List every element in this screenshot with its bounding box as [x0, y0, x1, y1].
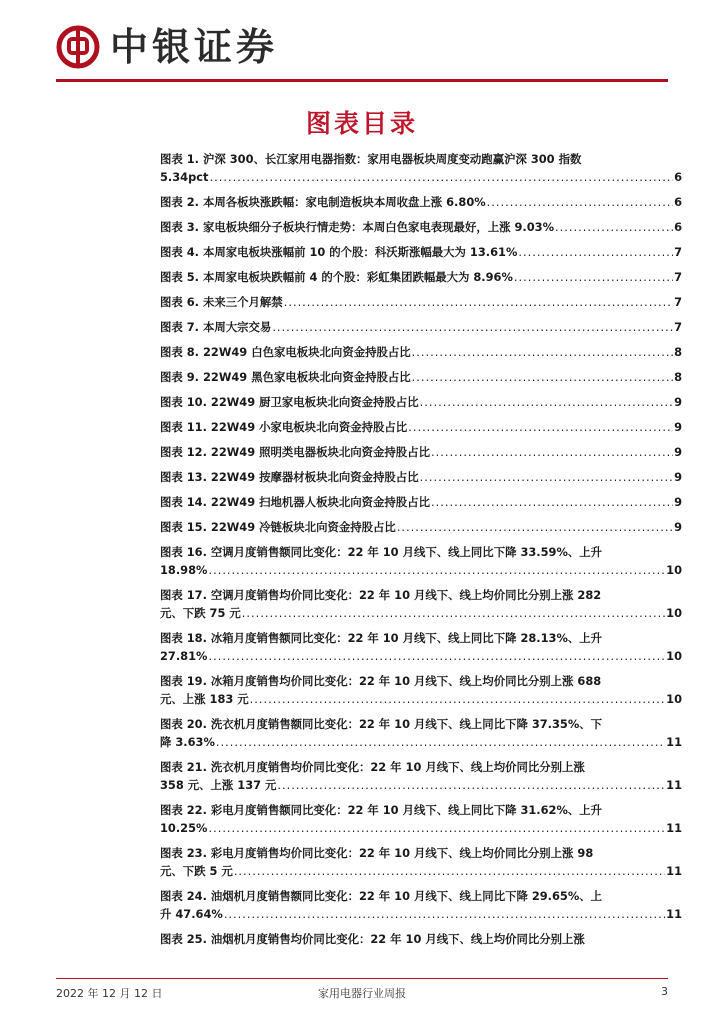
toc-page-number: 10	[666, 606, 682, 620]
toc-page-number: 7	[674, 245, 682, 259]
toc-page-number: 9	[674, 445, 682, 459]
toc-entry[interactable]	[160, 887, 682, 923]
toc-leader-dots	[234, 862, 665, 880]
toc-leader-dots	[431, 493, 673, 511]
toc-entry-text: 元、下跌 5 元	[160, 864, 233, 878]
toc-leader-dots	[242, 604, 665, 622]
toc-entry-text: 18.98%	[160, 563, 208, 577]
toc-entry[interactable]	[160, 393, 682, 411]
toc-leader-dots	[420, 393, 673, 411]
toc-page-number: 9	[674, 395, 682, 409]
toc-leader-dots	[250, 690, 665, 708]
toc-entry-text: 图表 18. 冰箱月度销售额同比变化：22 年 10 月线下、线上同比下降 28.13%、上升	[160, 631, 603, 645]
toc-entry-text: 图表 16. 空调月度销售额同比变化：22 年 10 月线下、线上同比下降 33.59%、上升	[160, 545, 603, 559]
toc-entry-text: 图表 13. 22W49 按摩器材板块北向资金持股占比	[160, 470, 419, 484]
toc-leader-dots	[272, 318, 673, 336]
toc-entry-text: 图表 24. 油烟机月度销售额同比变化：22 年 10 月线下、线上同比下降 29.65%、上	[160, 889, 603, 903]
toc-leader-dots	[216, 733, 665, 751]
toc-entry[interactable]	[160, 243, 682, 261]
toc-entry[interactable]	[160, 629, 682, 665]
toc-leader-dots	[224, 905, 665, 923]
toc-entry[interactable]	[160, 468, 682, 486]
toc-page-number: 11	[666, 864, 682, 878]
toc-leader-dots	[397, 518, 673, 536]
toc-leader-dots	[420, 468, 673, 486]
toc-entry[interactable]	[160, 844, 682, 880]
toc-page-number: 11	[666, 735, 682, 749]
toc-leader-dots	[208, 819, 665, 837]
footer-report-type: 家用电器行业周报	[318, 987, 406, 1000]
toc-entry-text: 图表 8. 22W49 白色家电板块北向资金持股占比	[160, 345, 411, 359]
page-title: 图表目录	[305, 109, 418, 138]
toc-entry[interactable]	[160, 318, 682, 336]
toc-page-number: 10	[666, 563, 682, 577]
page-footer	[56, 985, 668, 1001]
footer-page-number: 3	[661, 985, 668, 998]
toc-page-number: 9	[674, 495, 682, 509]
toc-entry-text: 图表 23. 彩电月度销售均价同比变化：22 年 10 月线下、线上均价同比分别上涨 98	[160, 846, 594, 860]
toc-leader-dots	[412, 343, 673, 361]
toc-entry-text: 358 元、上涨 137 元	[160, 778, 277, 792]
toc-entry-text: 图表 9. 22W49 黑色家电板块北向资金持股占比	[160, 370, 411, 384]
toc-entry-text: 元、上涨 183 元	[160, 692, 249, 706]
toc-leader-dots	[431, 443, 673, 461]
toc-entry[interactable]	[160, 543, 682, 579]
toc-entry-text: 图表 2. 本周各板块涨跌幅：家电制造板块本周收盘上涨 6.80%	[160, 195, 486, 209]
toc-entry-text: 图表 12. 22W49 照明类电器板块北向资金持股占比	[160, 445, 430, 459]
toc-entry-text: 5.34pct	[160, 170, 209, 184]
footer-divider	[56, 978, 668, 979]
toc-leader-dots	[555, 218, 673, 236]
toc-entry-text: 升 47.64%	[160, 907, 223, 921]
toc-entry-text: 图表 15. 22W49 冷链板块北向资金持股占比	[160, 520, 396, 534]
toc-entry-text: 图表 11. 22W49 小家电板块北向资金持股占比	[160, 420, 408, 434]
toc-leader-dots	[412, 368, 673, 386]
toc-page-number: 8	[674, 345, 682, 359]
toc-entry-text: 图表 17. 空调月度销售均价同比变化：22 年 10 月线下、线上均价同比分别上涨 282	[160, 588, 602, 602]
toc-entry-text: 图表 5. 本周家电板块跌幅前 4 的个股：彩虹集团跌幅最大为 8.96%	[160, 270, 513, 284]
toc-entry-text: 元、下跌 75 元	[160, 606, 241, 620]
toc-leader-dots	[277, 776, 665, 794]
toc-entry-text: 图表 20. 洗衣机月度销售额同比变化：22 年 10 月线下、线上同比下降 37.35%、下	[160, 717, 603, 731]
toc-entry[interactable]	[160, 150, 682, 186]
toc-entry[interactable]	[160, 293, 682, 311]
toc-entry[interactable]	[160, 715, 682, 751]
toc-entry-text: 降 3.63%	[160, 735, 215, 749]
toc-entry[interactable]	[160, 493, 682, 511]
toc-leader-dots	[518, 243, 673, 261]
toc-entry-text: 图表 21. 洗衣机月度销售均价同比变化：22 年 10 月线下、线上均价同比分别上涨	[160, 760, 585, 774]
toc-entry[interactable]	[160, 518, 682, 536]
toc-entry[interactable]	[160, 672, 682, 708]
toc-entry[interactable]	[160, 801, 682, 837]
figure-table-of-contents	[160, 150, 682, 955]
toc-page-number: 9	[674, 520, 682, 534]
toc-entry-text: 图表 14. 22W49 扫地机器人板块北向资金持股占比	[160, 495, 430, 509]
toc-entry[interactable]	[160, 930, 682, 948]
toc-page-number: 9	[674, 470, 682, 484]
toc-entry[interactable]	[160, 586, 682, 622]
toc-entry[interactable]	[160, 268, 682, 286]
toc-entry-text: 图表 19. 冰箱月度销售均价同比变化：22 年 10 月线下、线上均价同比分别上涨 688	[160, 674, 602, 688]
toc-entry-text: 图表 7. 本周大宗交易	[160, 320, 272, 334]
toc-entry-text: 图表 3. 家电板块细分子板块行情走势：本周白色家电表现最好，上涨 9.03%	[160, 220, 554, 234]
toc-leader-dots	[514, 268, 673, 286]
toc-entry-text: 图表 10. 22W49 厨卫家电板块北向资金持股占比	[160, 395, 419, 409]
footer-date: 2022 年 12 月 12 日	[56, 987, 163, 1000]
toc-entry[interactable]	[160, 443, 682, 461]
brand-name: 中银证券	[110, 24, 279, 69]
toc-page-number: 11	[666, 907, 682, 921]
toc-entry-text: 10.25%	[160, 821, 208, 835]
toc-entry[interactable]	[160, 758, 682, 794]
toc-leader-dots	[284, 293, 673, 311]
toc-page-number: 6	[674, 195, 682, 209]
toc-leader-dots	[487, 193, 673, 211]
page-header	[56, 22, 278, 72]
toc-leader-dots	[208, 561, 665, 579]
toc-entry[interactable]	[160, 343, 682, 361]
toc-entry-text: 图表 22. 彩电月度销售额同比变化：22 年 10 月线下、线上同比下降 31.62%、上升	[160, 803, 603, 817]
toc-page-number: 10	[666, 649, 682, 663]
toc-page-number: 9	[674, 420, 682, 434]
toc-entry[interactable]	[160, 193, 682, 211]
toc-entry-text: 图表 4. 本周家电板块涨幅前 10 的个股：科沃斯涨幅最大为 13.61%	[160, 245, 518, 259]
toc-page-number: 8	[674, 370, 682, 384]
toc-page-number: 7	[674, 320, 682, 334]
toc-page-number: 7	[674, 295, 682, 309]
toc-entry-text: 27.81%	[160, 649, 208, 663]
toc-leader-dots	[209, 168, 673, 186]
toc-entry-text: 图表 25. 油烟机月度销售均价同比变化：22 年 10 月线下、线上均价同比分别上涨	[160, 932, 585, 946]
bank-of-china-logo-icon	[56, 25, 100, 69]
toc-entry-text: 图表 1. 沪深 300、长江家用电器指数：家用电器板块周度变动跑赢沪深 300 指数	[160, 152, 582, 166]
toc-page-number: 10	[666, 692, 682, 706]
toc-page-number: 11	[666, 821, 682, 835]
toc-entry[interactable]	[160, 368, 682, 386]
toc-page-number: 7	[674, 270, 682, 284]
header-divider	[56, 79, 668, 82]
toc-leader-dots	[208, 647, 665, 665]
toc-page-number: 6	[674, 220, 682, 234]
toc-leader-dots	[408, 418, 673, 436]
toc-page-number: 11	[666, 778, 682, 792]
toc-entry-text: 图表 6. 未来三个月解禁	[160, 295, 283, 309]
toc-page-number: 6	[674, 170, 682, 184]
toc-entry[interactable]	[160, 218, 682, 236]
toc-entry[interactable]	[160, 418, 682, 436]
